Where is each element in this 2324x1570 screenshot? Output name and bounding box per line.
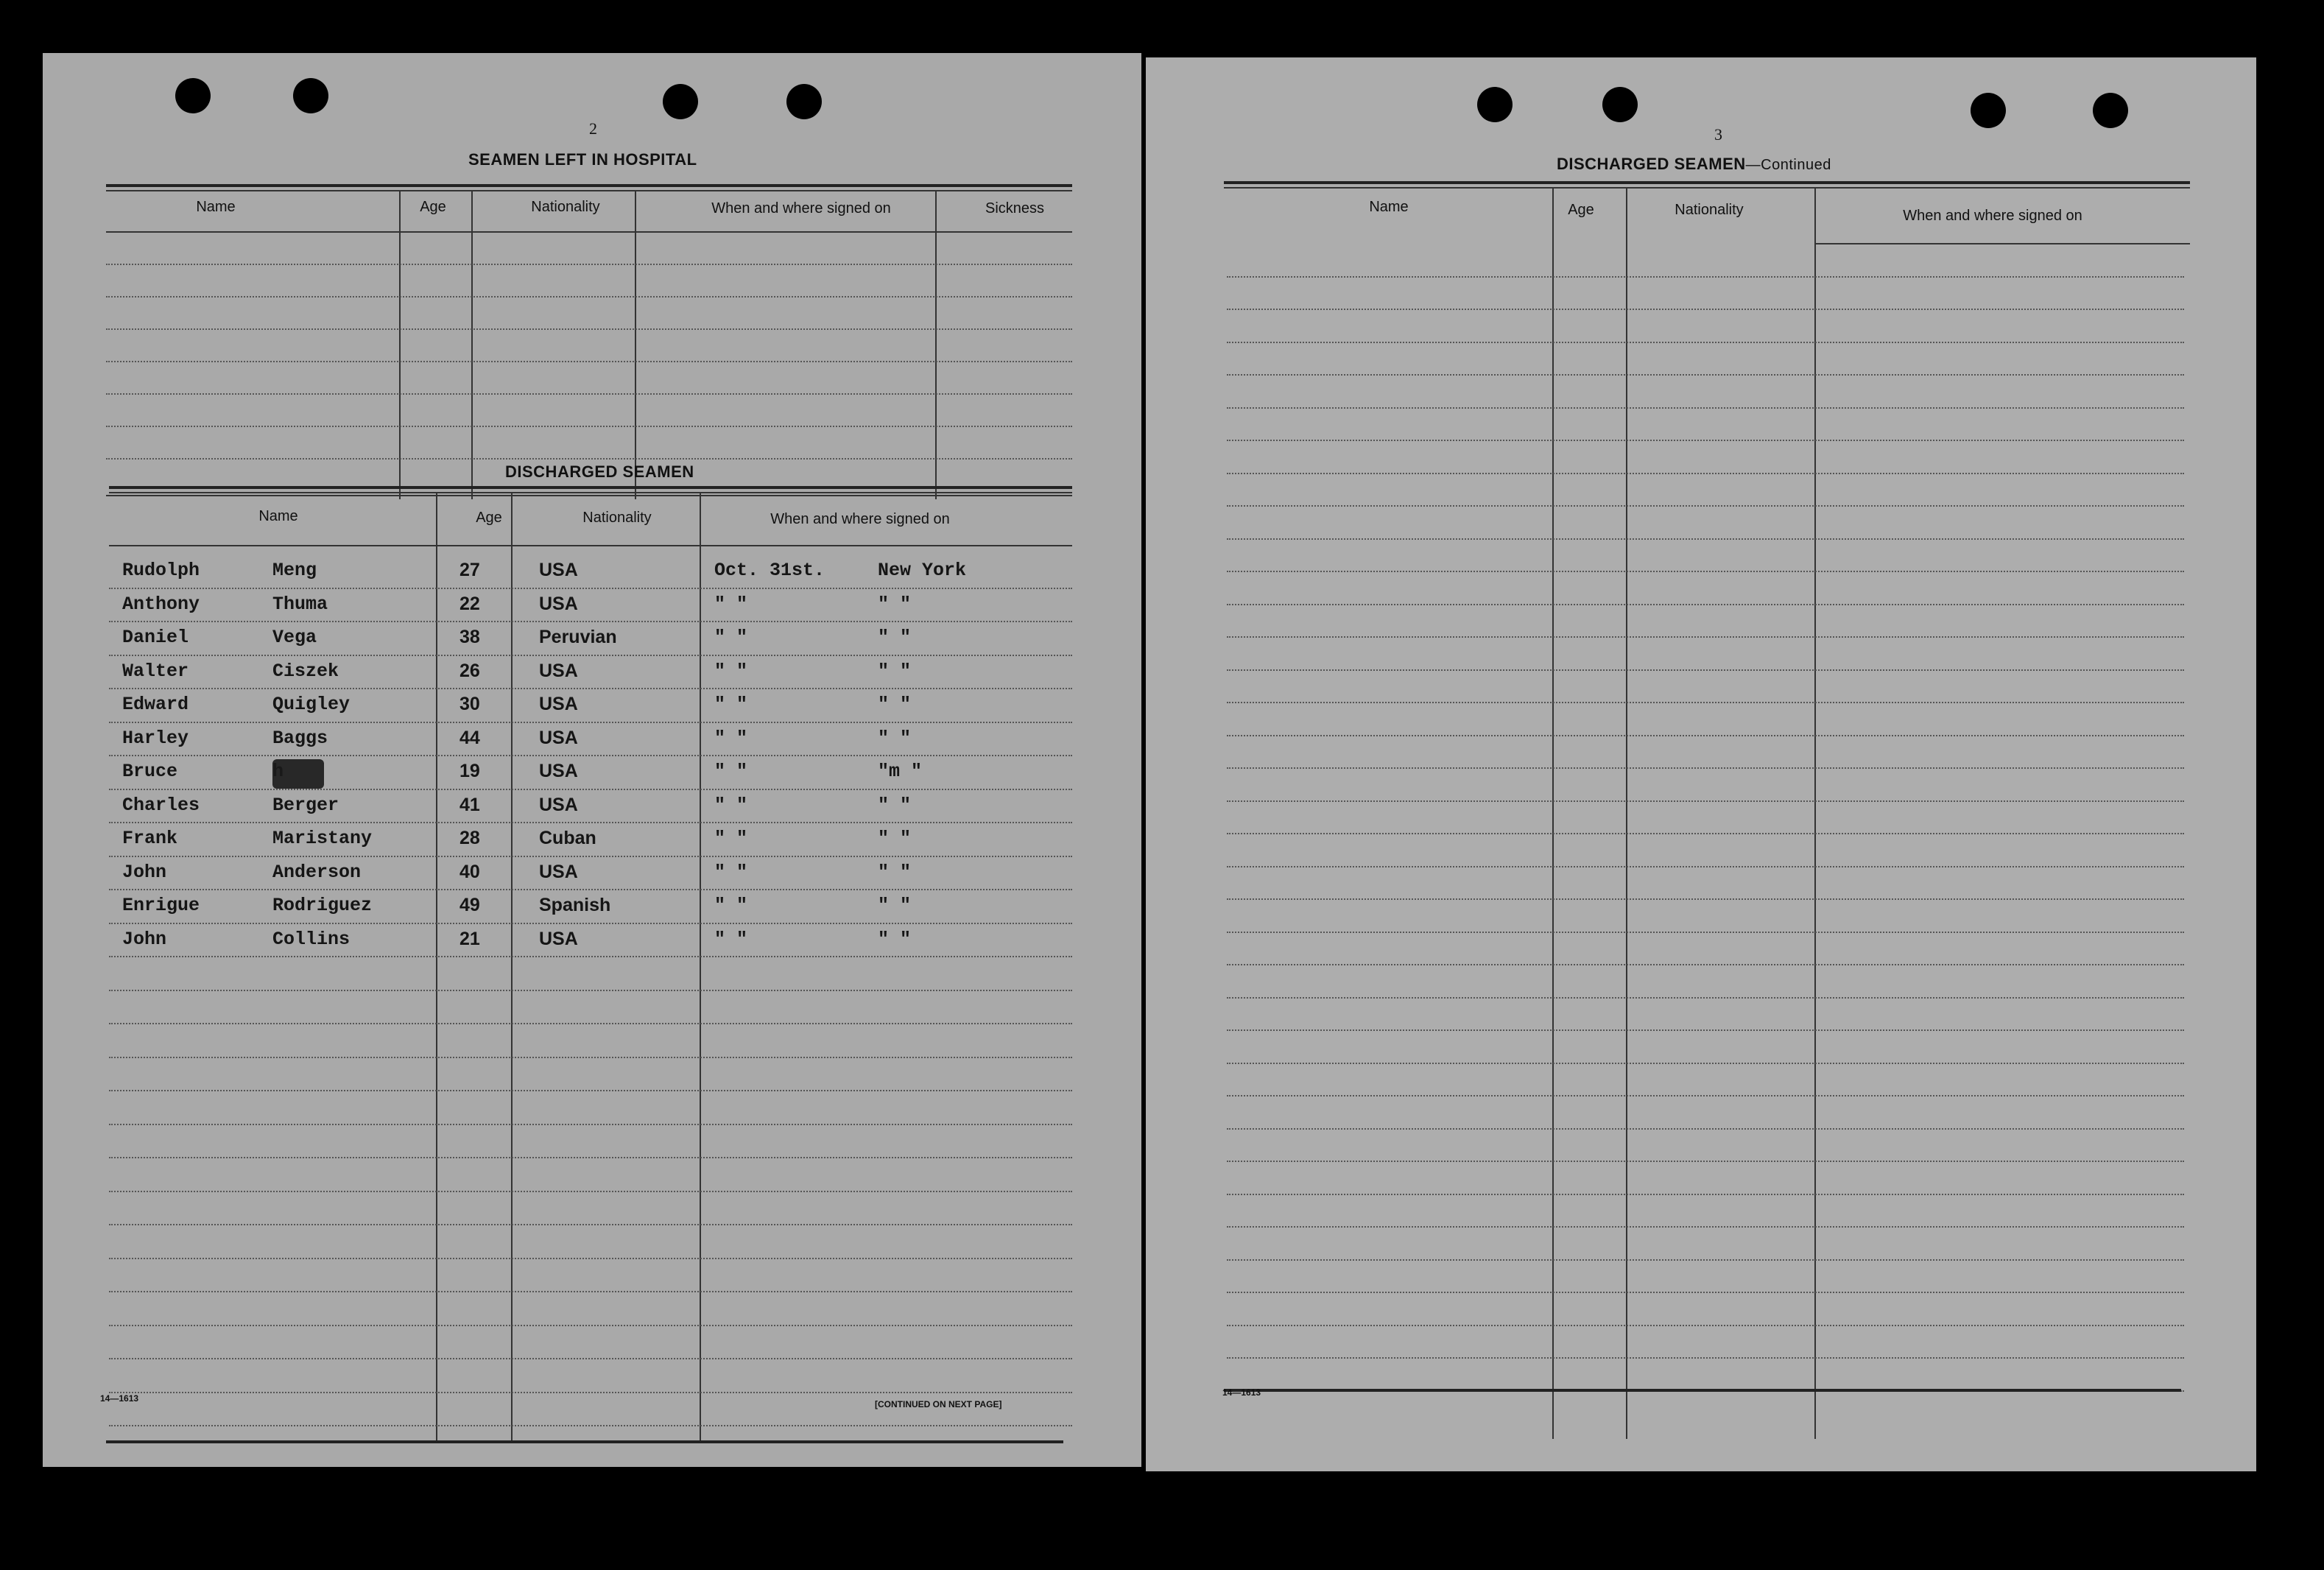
rule	[109, 486, 1072, 489]
crew-signed-on-date: " "	[714, 593, 748, 615]
row-rule	[109, 956, 1072, 957]
crew-last-name: Thuma	[272, 593, 328, 615]
hospital-col-age: Age	[420, 199, 446, 215]
crew-age: 28	[459, 828, 480, 848]
page-number: 2	[589, 119, 597, 138]
row-rule	[1227, 407, 2184, 409]
row-rule	[1227, 440, 2184, 441]
crew-last-name: Baggs	[272, 727, 328, 749]
row-rule	[1227, 1194, 2184, 1195]
row-rule	[1227, 1226, 2184, 1228]
row-rule	[1227, 505, 2184, 507]
crew-age: 19	[459, 761, 480, 781]
rule	[106, 1440, 1063, 1443]
row-rule	[109, 856, 1072, 857]
crew-age: 44	[459, 727, 480, 748]
punch-hole	[175, 78, 211, 113]
continued-col-when-where: When and where signed on	[1903, 208, 2082, 224]
row-rule	[109, 1057, 1072, 1058]
crew-signed-on-place: " "	[878, 895, 912, 916]
discharged-continued-title	[1557, 155, 1831, 174]
crew-age: 22	[459, 593, 480, 614]
continued-col-age: Age	[1568, 202, 1594, 218]
row-rule	[1227, 833, 2184, 834]
crew-first-name: Walter	[122, 660, 189, 682]
page-number: 3	[1714, 125, 1722, 144]
crew-signed-on-place: "m "	[878, 761, 923, 782]
row-rule	[1227, 571, 2184, 572]
row-rule	[1227, 1259, 2184, 1261]
right-page	[1146, 57, 2256, 1471]
hospital-col-nationality: Nationality	[531, 199, 600, 215]
row-rule	[106, 328, 1072, 330]
crew-nationality: USA	[539, 761, 578, 781]
crew-last-name: Berger	[272, 794, 339, 816]
punch-hole	[293, 78, 328, 113]
crew-signed-on-place: " "	[878, 861, 912, 883]
crew-signed-on-date: " "	[714, 861, 748, 883]
crew-signed-on-date: " "	[714, 727, 748, 749]
row-rule	[1227, 866, 2184, 867]
discharged-section-title: DISCHARGED SEAMEN	[505, 462, 694, 481]
rule	[1224, 187, 2190, 189]
crew-age: 21	[459, 928, 480, 949]
crew-nationality: USA	[539, 694, 578, 714]
row-rule	[106, 458, 1072, 460]
crew-signed-on-place: " "	[878, 593, 912, 615]
crew-signed-on-date: " "	[714, 928, 748, 950]
crew-nationality: USA	[539, 593, 578, 614]
row-rule	[1227, 735, 2184, 736]
row-rule	[106, 264, 1072, 265]
crew-nationality: USA	[539, 660, 578, 681]
row-rule	[1227, 898, 2184, 900]
crew-nationality: USA	[539, 861, 578, 882]
left-page	[43, 53, 1141, 1467]
col-divider	[511, 492, 513, 1440]
punch-hole	[1971, 93, 2006, 128]
row-rule	[1227, 800, 2184, 802]
row-rule	[1227, 702, 2184, 703]
col-divider	[935, 190, 937, 499]
crew-nationality: USA	[539, 928, 578, 949]
row-rule	[109, 722, 1072, 723]
row-rule	[1227, 932, 2184, 933]
title-main: DISCHARGED SEAMEN	[1557, 155, 1746, 173]
crew-signed-on-place: " "	[878, 694, 912, 715]
row-rule	[109, 1325, 1072, 1326]
discharged-col-age: Age	[476, 510, 502, 526]
crew-signed-on-place: New York	[878, 560, 967, 581]
crew-signed-on-date: " "	[714, 828, 748, 849]
row-rule	[1227, 1357, 2184, 1359]
rule	[1224, 181, 2190, 184]
row-rule	[106, 361, 1072, 362]
row-rule	[1227, 1095, 2184, 1096]
discharged-col-nationality: Nationality	[582, 510, 652, 526]
row-rule	[109, 1425, 1072, 1426]
rule	[106, 495, 1072, 496]
rule	[106, 190, 1072, 191]
col-divider	[635, 190, 636, 499]
crew-nationality: USA	[539, 727, 578, 748]
form-number: 14—1613	[1222, 1387, 1261, 1398]
row-rule	[109, 1090, 1072, 1091]
rule	[106, 231, 1072, 233]
col-divider	[471, 190, 473, 499]
row-rule	[109, 1291, 1072, 1292]
crew-first-name: Charles	[122, 794, 200, 816]
row-rule	[1227, 604, 2184, 605]
row-rule	[109, 889, 1072, 890]
hospital-col-sickness: Sickness	[985, 200, 1045, 217]
row-rule	[1227, 1128, 2184, 1130]
col-divider	[700, 492, 701, 1440]
crew-nationality: USA	[539, 794, 578, 815]
crew-last-name: Maristany	[272, 828, 373, 849]
punch-hole	[1477, 87, 1513, 122]
crew-signed-on-place: " "	[878, 828, 912, 849]
crew-signed-on-date: " "	[714, 627, 748, 648]
row-rule	[1227, 1161, 2184, 1162]
row-rule	[1227, 374, 2184, 376]
crew-signed-on-place: " "	[878, 627, 912, 648]
crew-age: 41	[459, 794, 480, 815]
ink-smudge	[272, 759, 324, 789]
row-rule	[109, 1023, 1072, 1024]
crew-age: 27	[459, 560, 480, 580]
rule	[1224, 1389, 2181, 1392]
row-rule	[109, 789, 1072, 790]
crew-last-name: Collins	[272, 928, 351, 950]
crew-first-name: Anthony	[122, 593, 200, 615]
row-rule	[1227, 1325, 2184, 1326]
crew-nationality: Peruvian	[539, 627, 617, 647]
crew-nationality: Spanish	[539, 895, 611, 915]
row-rule	[1227, 767, 2184, 769]
row-rule	[109, 1358, 1072, 1359]
col-divider	[436, 492, 437, 1440]
row-rule	[106, 393, 1072, 395]
row-rule	[109, 990, 1072, 991]
row-rule	[109, 1224, 1072, 1225]
row-rule	[1227, 964, 2184, 965]
crew-signed-on-date: " "	[714, 694, 748, 715]
hospital-col-name: Name	[196, 199, 236, 215]
rule	[106, 184, 1072, 187]
row-rule	[109, 588, 1072, 589]
row-rule	[109, 822, 1072, 823]
crew-first-name: Edward	[122, 694, 189, 715]
punch-hole	[2093, 93, 2128, 128]
row-rule	[1227, 636, 2184, 638]
crew-last-name: Anderson	[272, 861, 362, 883]
rule	[109, 492, 1072, 493]
crew-age: 49	[459, 895, 480, 915]
crew-first-name: Bruce	[122, 761, 178, 782]
crew-signed-on-place: " "	[878, 727, 912, 749]
row-rule	[106, 296, 1072, 298]
rule	[1814, 243, 2190, 244]
hospital-col-when-where: When and where signed on	[711, 200, 891, 217]
continued-col-nationality: Nationality	[1675, 202, 1744, 218]
row-rule	[1227, 997, 2184, 999]
hospital-section-title: SEAMEN LEFT IN HOSPITAL	[468, 150, 697, 169]
row-rule	[1227, 1063, 2184, 1064]
row-rule	[109, 655, 1072, 656]
crew-nationality: USA	[539, 560, 578, 580]
crew-last-name: Ciszek	[272, 660, 339, 682]
discharged-col-when-where: When and where signed on	[770, 511, 950, 527]
crew-signed-on-date: " "	[714, 794, 748, 816]
row-rule	[109, 1157, 1072, 1158]
crew-signed-on-date: " "	[714, 895, 748, 916]
crew-first-name: John	[122, 861, 167, 883]
crew-age: 40	[459, 861, 480, 882]
crew-age: 38	[459, 627, 480, 647]
row-rule	[109, 1124, 1072, 1125]
row-rule	[1227, 342, 2184, 343]
row-rule	[109, 621, 1072, 622]
row-rule	[109, 755, 1072, 756]
crew-nationality: Cuban	[539, 828, 596, 848]
crew-first-name: John	[122, 928, 167, 950]
row-rule	[1227, 1029, 2184, 1031]
crew-signed-on-place: " "	[878, 794, 912, 816]
crew-last-name: Rodriguez	[272, 895, 373, 916]
row-rule	[1227, 309, 2184, 310]
crew-signed-on-date: " "	[714, 660, 748, 682]
crew-last-name: Vega	[272, 627, 317, 648]
crew-first-name: Frank	[122, 828, 178, 849]
row-rule	[109, 923, 1072, 924]
row-rule	[1227, 276, 2184, 278]
continued-col-name: Name	[1369, 199, 1409, 215]
crew-signed-on-place: " "	[878, 660, 912, 682]
row-rule	[1227, 473, 2184, 474]
row-rule	[109, 688, 1072, 689]
punch-hole	[663, 84, 698, 119]
crew-signed-on-date: Oct. 31st.	[714, 560, 825, 581]
row-rule	[1227, 1292, 2184, 1293]
row-rule	[109, 1258, 1072, 1259]
crew-age: 26	[459, 660, 480, 681]
title-suffix: —Continued	[1745, 157, 1831, 173]
punch-hole	[786, 84, 822, 119]
punch-hole	[1602, 87, 1638, 122]
form-number: 14—1613	[100, 1393, 139, 1404]
crew-first-name: Daniel	[122, 627, 189, 648]
continued-note: [CONTINUED ON NEXT PAGE]	[875, 1399, 1002, 1409]
rule	[109, 545, 1072, 546]
crew-first-name: Harley	[122, 727, 189, 749]
row-rule	[1227, 538, 2184, 540]
row-rule	[106, 426, 1072, 427]
crew-last-name: Quigley	[272, 694, 351, 715]
crew-last-name: Meng	[272, 560, 317, 581]
row-rule	[1227, 669, 2184, 671]
crew-age: 30	[459, 694, 480, 714]
crew-first-name: Enrigue	[122, 895, 200, 916]
crew-signed-on-place: " "	[878, 928, 912, 950]
col-divider	[399, 190, 401, 499]
discharged-col-name: Name	[258, 508, 298, 524]
row-rule	[109, 1191, 1072, 1192]
crew-first-name: Rudolph	[122, 560, 200, 581]
crew-signed-on-date: " "	[714, 761, 748, 782]
row-rule	[109, 1392, 1072, 1393]
